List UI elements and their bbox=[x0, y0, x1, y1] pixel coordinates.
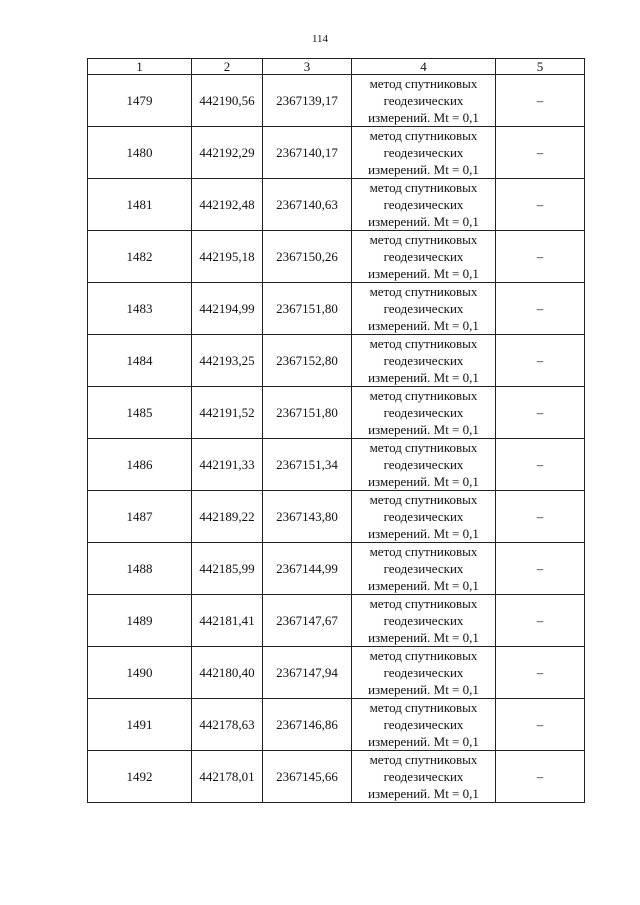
method-line: метод спутниковых bbox=[369, 752, 478, 767]
method-line: измерений. Mt = 0,1 bbox=[368, 162, 479, 177]
header-cell-3: 3 bbox=[263, 59, 352, 75]
method-line: геодезических bbox=[383, 353, 464, 368]
x-coordinate-cell: 442178,63 bbox=[192, 699, 263, 751]
header-cell-4: 4 bbox=[352, 59, 496, 75]
table-row bbox=[88, 491, 585, 543]
y-coordinate-cell: 2367139,17 bbox=[263, 75, 352, 127]
method-line: метод спутниковых bbox=[369, 544, 478, 559]
point-number-cell: 1480 bbox=[88, 127, 192, 179]
table-row bbox=[88, 439, 585, 491]
note-cell: – bbox=[496, 335, 585, 387]
y-coordinate-cell: 2367151,80 bbox=[263, 387, 352, 439]
method-cell bbox=[352, 751, 496, 803]
table-row bbox=[88, 543, 585, 595]
method-cell bbox=[352, 127, 496, 179]
method-line: метод спутниковых bbox=[369, 388, 478, 403]
method-line: измерений. Mt = 0,1 bbox=[368, 370, 479, 385]
method-line: измерений. Mt = 0,1 bbox=[368, 110, 479, 125]
note-cell: – bbox=[496, 543, 585, 595]
method-cell bbox=[352, 231, 496, 283]
method-line: метод спутниковых bbox=[369, 128, 478, 143]
y-coordinate-cell: 2367145,66 bbox=[263, 751, 352, 803]
x-coordinate-cell: 442185,99 bbox=[192, 543, 263, 595]
table-row bbox=[88, 335, 585, 387]
coordinates-table bbox=[87, 58, 585, 803]
x-coordinate-cell: 442190,56 bbox=[192, 75, 263, 127]
method-cell bbox=[352, 595, 496, 647]
table-row bbox=[88, 595, 585, 647]
method-line: метод спутниковых bbox=[369, 440, 478, 455]
method-line: измерений. Mt = 0,1 bbox=[368, 474, 479, 489]
method-cell bbox=[352, 543, 496, 595]
table-body bbox=[88, 75, 585, 803]
point-number-cell: 1488 bbox=[88, 543, 192, 595]
point-number-cell: 1487 bbox=[88, 491, 192, 543]
point-number-cell: 1486 bbox=[88, 439, 192, 491]
table-row bbox=[88, 647, 585, 699]
note-cell: – bbox=[496, 751, 585, 803]
method-line: метод спутниковых bbox=[369, 596, 478, 611]
method-line: геодезических bbox=[383, 509, 464, 524]
x-coordinate-cell: 442191,33 bbox=[192, 439, 263, 491]
table-row bbox=[88, 699, 585, 751]
page-number: 114 bbox=[311, 33, 329, 45]
method-line: измерений. Mt = 0,1 bbox=[368, 214, 479, 229]
point-number-cell: 1485 bbox=[88, 387, 192, 439]
y-coordinate-cell: 2367140,63 bbox=[263, 179, 352, 231]
method-cell bbox=[352, 179, 496, 231]
method-line: метод спутниковых bbox=[369, 336, 478, 351]
note-cell: – bbox=[496, 75, 585, 127]
x-coordinate-cell: 442178,01 bbox=[192, 751, 263, 803]
method-line: геодезических bbox=[383, 197, 464, 212]
note-cell: – bbox=[496, 387, 585, 439]
header-cell-5: 5 bbox=[496, 59, 585, 75]
method-line: геодезических bbox=[383, 405, 464, 420]
table-row bbox=[88, 179, 585, 231]
method-line: геодезических bbox=[383, 665, 464, 680]
y-coordinate-cell: 2367147,67 bbox=[263, 595, 352, 647]
method-line: геодезических bbox=[383, 769, 464, 784]
note-cell: – bbox=[496, 179, 585, 231]
note-cell: – bbox=[496, 283, 585, 335]
method-line: метод спутниковых bbox=[369, 232, 478, 247]
table-row bbox=[88, 387, 585, 439]
x-coordinate-cell: 442193,25 bbox=[192, 335, 263, 387]
x-coordinate-cell: 442195,18 bbox=[192, 231, 263, 283]
table-row bbox=[88, 751, 585, 803]
method-line: измерений. Mt = 0,1 bbox=[368, 266, 479, 281]
method-line: измерений. Mt = 0,1 bbox=[368, 630, 479, 645]
method-line: измерений. Mt = 0,1 bbox=[368, 318, 479, 333]
header-cell-2: 2 bbox=[192, 59, 263, 75]
method-line: измерений. Mt = 0,1 bbox=[368, 734, 479, 749]
method-line: измерений. Mt = 0,1 bbox=[368, 526, 479, 541]
method-line: метод спутниковых bbox=[369, 648, 478, 663]
y-coordinate-cell: 2367143,80 bbox=[263, 491, 352, 543]
method-cell bbox=[352, 699, 496, 751]
method-line: измерений. Mt = 0,1 bbox=[368, 578, 479, 593]
method-cell bbox=[352, 647, 496, 699]
point-number-cell: 1482 bbox=[88, 231, 192, 283]
header-cell-1: 1 bbox=[88, 59, 192, 75]
y-coordinate-cell: 2367151,80 bbox=[263, 283, 352, 335]
method-line: геодезических bbox=[383, 457, 464, 472]
x-coordinate-cell: 442194,99 bbox=[192, 283, 263, 335]
method-line: измерений. Mt = 0,1 bbox=[368, 786, 479, 801]
note-cell: – bbox=[496, 439, 585, 491]
note-cell: – bbox=[496, 699, 585, 751]
method-line: геодезических bbox=[383, 561, 464, 576]
method-line: метод спутниковых bbox=[369, 284, 478, 299]
y-coordinate-cell: 2367152,80 bbox=[263, 335, 352, 387]
method-cell bbox=[352, 75, 496, 127]
x-coordinate-cell: 442192,48 bbox=[192, 179, 263, 231]
point-number-cell: 1491 bbox=[88, 699, 192, 751]
table-row bbox=[88, 127, 585, 179]
point-number-cell: 1479 bbox=[88, 75, 192, 127]
method-line: метод спутниковых bbox=[369, 492, 478, 507]
point-number-cell: 1483 bbox=[88, 283, 192, 335]
x-coordinate-cell: 442191,52 bbox=[192, 387, 263, 439]
table-row bbox=[88, 231, 585, 283]
x-coordinate-cell: 442180,40 bbox=[192, 647, 263, 699]
table-row bbox=[88, 75, 585, 127]
method-cell bbox=[352, 335, 496, 387]
note-cell: – bbox=[496, 231, 585, 283]
note-cell: – bbox=[496, 595, 585, 647]
method-cell bbox=[352, 439, 496, 491]
header-row bbox=[88, 59, 585, 75]
table-header bbox=[88, 59, 585, 75]
point-number-cell: 1492 bbox=[88, 751, 192, 803]
method-line: геодезических bbox=[383, 717, 464, 732]
point-number-cell: 1484 bbox=[88, 335, 192, 387]
method-line: измерений. Mt = 0,1 bbox=[368, 682, 479, 697]
note-cell: – bbox=[496, 127, 585, 179]
y-coordinate-cell: 2367150,26 bbox=[263, 231, 352, 283]
point-number-cell: 1481 bbox=[88, 179, 192, 231]
y-coordinate-cell: 2367144,99 bbox=[263, 543, 352, 595]
method-line: метод спутниковых bbox=[369, 76, 478, 91]
y-coordinate-cell: 2367147,94 bbox=[263, 647, 352, 699]
point-number-cell: 1490 bbox=[88, 647, 192, 699]
x-coordinate-cell: 442181,41 bbox=[192, 595, 263, 647]
method-line: метод спутниковых bbox=[369, 700, 478, 715]
method-line: измерений. Mt = 0,1 bbox=[368, 422, 479, 437]
x-coordinate-cell: 442192,29 bbox=[192, 127, 263, 179]
method-line: метод спутниковых bbox=[369, 180, 478, 195]
method-cell bbox=[352, 387, 496, 439]
method-line: геодезических bbox=[383, 249, 464, 264]
note-cell: – bbox=[496, 647, 585, 699]
method-cell bbox=[352, 283, 496, 335]
method-line: геодезических bbox=[383, 301, 464, 316]
x-coordinate-cell: 442189,22 bbox=[192, 491, 263, 543]
y-coordinate-cell: 2367146,86 bbox=[263, 699, 352, 751]
method-line: геодезических bbox=[383, 613, 464, 628]
method-line: геодезических bbox=[383, 93, 464, 108]
method-cell bbox=[352, 491, 496, 543]
y-coordinate-cell: 2367151,34 bbox=[263, 439, 352, 491]
table-row bbox=[88, 283, 585, 335]
y-coordinate-cell: 2367140,17 bbox=[263, 127, 352, 179]
note-cell: – bbox=[496, 491, 585, 543]
point-number-cell: 1489 bbox=[88, 595, 192, 647]
method-line: геодезических bbox=[383, 145, 464, 160]
